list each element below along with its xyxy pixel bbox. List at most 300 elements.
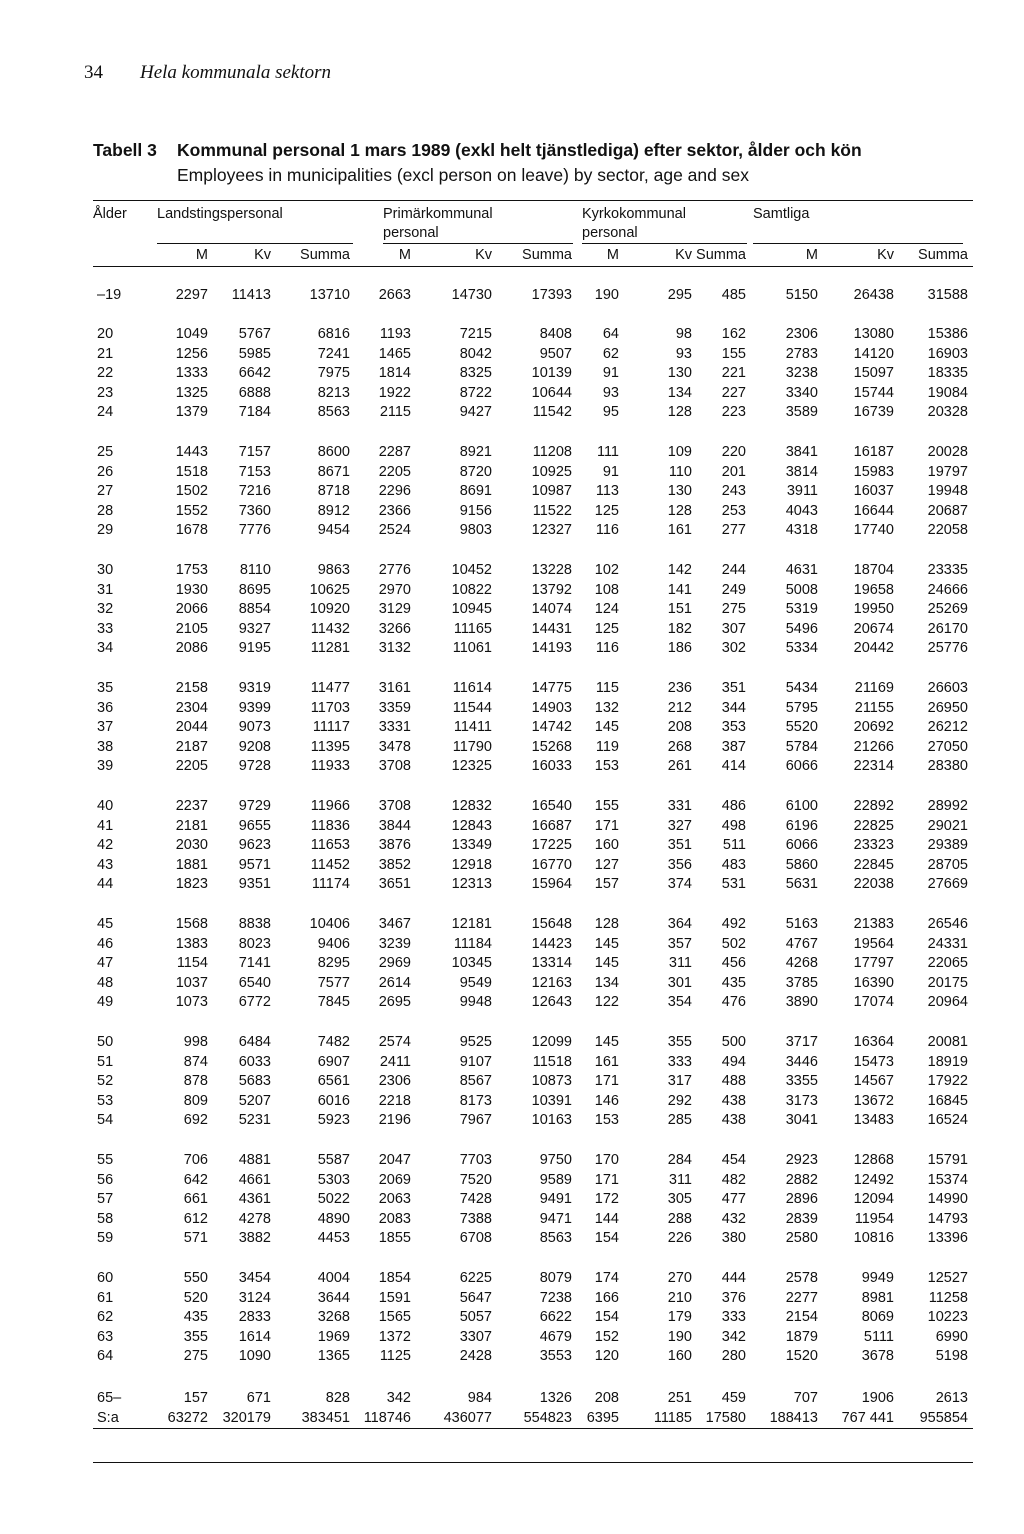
table-cell: 270 (667, 1270, 692, 1286)
table-cell: 285 (667, 1112, 692, 1129)
table-cell: 1518 (175, 463, 208, 480)
table-cell: 20964 (927, 994, 968, 1011)
table-cell: 22825 (853, 817, 894, 834)
table-cell: 155 (721, 345, 746, 362)
table-cell: 486 (721, 798, 746, 814)
age-label: 61 (97, 1289, 114, 1306)
table-label: Tabell 3 (93, 140, 157, 160)
table-cell: 14730 (451, 287, 492, 303)
table-cell: 188413 (769, 1409, 818, 1426)
table-cell: 10987 (531, 483, 572, 500)
table-cell: 11966 (310, 798, 350, 814)
table-cell: 3651 (378, 876, 411, 893)
table-cell: 152 (594, 1328, 619, 1345)
table-cell: 1037 (175, 974, 208, 991)
age-label: 29 (97, 522, 114, 539)
table-cell: 16540 (531, 798, 572, 814)
column-header: Summa (696, 247, 746, 263)
table-cell: 19797 (927, 463, 968, 480)
table-cell: 342 (386, 1390, 411, 1406)
table-cell: 11174 (311, 876, 350, 893)
table-cell: 280 (721, 1348, 746, 1365)
table-cell: 5334 (785, 640, 818, 657)
table-cell: 1906 (861, 1390, 894, 1406)
table-cell: 2783 (785, 345, 818, 362)
table-cell: 11544 (452, 699, 492, 716)
age-label: 20 (97, 326, 114, 342)
table-cell: 93 (675, 345, 692, 362)
table-cell: 162 (721, 326, 746, 342)
table-cell: 253 (721, 502, 746, 519)
table-cell: 8295 (317, 955, 350, 972)
table-cell: 3708 (378, 758, 411, 775)
table-cell: 212 (667, 699, 692, 716)
table-cell: 109 (667, 444, 692, 460)
table-cell: 3589 (785, 404, 818, 421)
table-cell: 1879 (785, 1328, 818, 1345)
table-cell: 20028 (927, 444, 968, 460)
table-cell: 9623 (238, 837, 271, 854)
table-cell: 4679 (539, 1328, 572, 1345)
table-cell: 12918 (451, 856, 492, 873)
table-cell: 13349 (451, 837, 492, 854)
age-label: 57 (97, 1191, 114, 1208)
table-cell: 16845 (927, 1092, 968, 1109)
table-cell: 8325 (459, 365, 492, 382)
table-cell: 21169 (854, 680, 894, 696)
table-cell: 311 (668, 1171, 692, 1188)
table-cell: 11281 (310, 640, 350, 657)
table-cell: 14793 (927, 1210, 968, 1227)
table-cell: 16364 (853, 1034, 894, 1050)
table-cell: 767 441 (841, 1409, 894, 1426)
table-cell: 3129 (378, 601, 411, 618)
table-cell: 141 (667, 581, 692, 598)
table-cell: 27050 (927, 738, 968, 755)
table-cell: 16187 (853, 444, 894, 460)
table-cell: 12832 (451, 798, 492, 814)
group-underline (157, 243, 353, 244)
table-cell: 144 (594, 1210, 619, 1227)
table-cell: 7215 (459, 326, 492, 342)
table-cell: 301 (667, 974, 692, 991)
table-cell: 9750 (539, 1152, 572, 1168)
table-cell: 154 (594, 1230, 619, 1247)
table-cell: 153 (594, 1112, 619, 1129)
age-label: 34 (97, 640, 114, 657)
table-cell: 108 (594, 581, 619, 598)
table-title-english: Employees in municipalities (excl person on leave) by sector, age and sex (177, 165, 749, 185)
table-cell: 17922 (927, 1073, 968, 1090)
table-cell: 6100 (785, 798, 818, 814)
table-cell: 1854 (378, 1270, 411, 1286)
table-cell: 3852 (378, 856, 411, 873)
table-cell: 5985 (238, 345, 271, 362)
table-cell: 9949 (861, 1270, 894, 1286)
table-cell: 1678 (175, 522, 208, 539)
table-cell: 236 (667, 680, 692, 696)
table-cell: 4767 (785, 935, 818, 952)
table-cell: 11790 (452, 738, 492, 755)
table-cell: 171 (594, 1171, 619, 1188)
table-cell: 9156 (459, 502, 492, 519)
table-cell: 8671 (317, 463, 350, 480)
table-cell: 11413 (231, 287, 271, 303)
table-cell: 2158 (175, 680, 208, 696)
table-cell: 1325 (175, 384, 208, 401)
table-cell: 1855 (378, 1230, 411, 1247)
table-cell: 249 (721, 581, 746, 598)
age-label: 39 (97, 758, 114, 775)
table-cell: 15983 (853, 463, 894, 480)
table-cell: 5150 (785, 287, 818, 303)
table-cell: 2069 (378, 1171, 411, 1188)
table-cell: 9107 (459, 1053, 492, 1070)
table-cell: 6907 (317, 1053, 350, 1070)
table-cell: 438 (721, 1112, 746, 1129)
table-cell: 1090 (238, 1348, 271, 1365)
table-cell: 20687 (927, 502, 968, 519)
table-cell: 2306 (378, 1073, 411, 1090)
age-label: 44 (97, 876, 114, 893)
age-label: 48 (97, 974, 114, 991)
table-cell: 182 (667, 620, 692, 637)
table-cell: 438 (721, 1092, 746, 1109)
table-cell: 6990 (935, 1328, 968, 1345)
table-cell: 2923 (785, 1152, 818, 1168)
table-cell: 11432 (310, 620, 350, 637)
table-cell: 161 (594, 1053, 619, 1070)
table-cell: 1326 (539, 1390, 572, 1406)
table-cell: 7975 (317, 365, 350, 382)
table-cell: 5795 (785, 699, 818, 716)
table-cell: 10644 (531, 384, 572, 401)
table-cell: 15374 (927, 1171, 968, 1188)
table-cell: 1333 (175, 365, 208, 382)
column-header: Summa (918, 247, 968, 263)
table-cell: 19658 (853, 581, 894, 598)
table-cell: 16037 (853, 483, 894, 500)
table-cell: 2030 (175, 837, 208, 854)
table-cell: 2366 (378, 502, 411, 519)
table-cell: 95 (602, 404, 619, 421)
table-cell: 2306 (785, 326, 818, 342)
table-cell: 380 (721, 1230, 746, 1247)
table-cell: 18335 (927, 365, 968, 382)
table-cell: 351 (667, 837, 692, 854)
header-bottom-rule (93, 266, 973, 267)
table-cell: 8079 (539, 1270, 572, 1286)
table-cell: 9589 (539, 1171, 572, 1188)
table-cell: 128 (667, 404, 692, 421)
age-label: 40 (97, 798, 114, 814)
age-label: 31 (97, 581, 114, 598)
table-cell: 120 (594, 1348, 619, 1365)
table-cell: 355 (667, 1034, 692, 1050)
table-cell: 6066 (785, 758, 818, 775)
table-cell: 284 (667, 1152, 692, 1168)
table-cell: 10920 (309, 601, 350, 618)
table-cell: 3340 (785, 384, 818, 401)
table-cell: 9351 (238, 876, 271, 893)
table-cell: 14074 (531, 601, 572, 618)
table-cell: 1372 (378, 1328, 411, 1345)
table-cell: 186 (667, 640, 692, 657)
table-cell: 154 (594, 1309, 619, 1326)
table-cell: 305 (667, 1191, 692, 1208)
column-header: M (805, 247, 818, 263)
table-cell: 15648 (531, 916, 572, 932)
table-cell: 1823 (175, 876, 208, 893)
table-cell: 10391 (531, 1092, 572, 1109)
table-cell: 29021 (927, 817, 968, 834)
table-cell: 145 (594, 719, 619, 736)
table-cell: 11258 (928, 1289, 968, 1306)
table-cell: 10345 (451, 955, 492, 972)
table-cell: 8854 (238, 601, 271, 618)
table-cell: 1383 (175, 935, 208, 952)
table-cell: 809 (183, 1092, 208, 1109)
table-cell: 62 (602, 345, 619, 362)
table-cell: 8408 (539, 326, 572, 342)
age-label: 36 (97, 699, 114, 716)
column-header: Summa (300, 247, 350, 263)
table-cell: 311 (668, 955, 692, 972)
table-cell: 8912 (317, 502, 350, 519)
table-cell: 477 (721, 1191, 746, 1208)
table-cell: 3644 (317, 1289, 350, 1306)
table-cell: 8921 (459, 444, 492, 460)
table-cell: 11954 (854, 1210, 894, 1227)
table-cell: 160 (594, 837, 619, 854)
table-cell: 25776 (927, 640, 968, 657)
table-cell: 26950 (927, 699, 968, 716)
age-label: 38 (97, 738, 114, 755)
table-cell: 10223 (927, 1309, 968, 1326)
table-cell: 14775 (531, 680, 572, 696)
table-cell: 17797 (853, 955, 894, 972)
table-cell: 8695 (238, 581, 271, 598)
table-cell: 2882 (785, 1171, 818, 1188)
table-cell: 327 (667, 817, 692, 834)
table-cell: 8722 (459, 384, 492, 401)
table-cell: 130 (667, 483, 692, 500)
table-cell: 5198 (935, 1348, 968, 1365)
table-cell: 1465 (378, 345, 411, 362)
table-cell: 26170 (927, 620, 968, 637)
table-cell: 125 (594, 620, 619, 637)
table-cell: 1753 (175, 562, 208, 578)
table-cell: 354 (667, 994, 692, 1011)
table-cell: 2839 (785, 1210, 818, 1227)
table-cell: 6772 (238, 994, 271, 1011)
table-cell: 612 (183, 1210, 208, 1227)
table-cell: 2083 (378, 1210, 411, 1227)
table-cell: 275 (183, 1348, 208, 1365)
table-cell: 9471 (539, 1210, 572, 1227)
table-cell: 208 (667, 719, 692, 736)
table-top-rule (93, 200, 973, 201)
table-cell: 4881 (238, 1152, 271, 1168)
age-label: 43 (97, 856, 114, 873)
table-cell: 494 (721, 1053, 746, 1070)
table-cell: 20081 (927, 1034, 968, 1050)
table-cell: 7360 (238, 502, 271, 519)
table-cell: 3911 (786, 483, 818, 500)
table-cell: 115 (595, 680, 619, 696)
table-cell: 7184 (238, 404, 271, 421)
table-cell: 16687 (531, 817, 572, 834)
table-cell: 2296 (378, 483, 411, 500)
table-cell: 9549 (459, 974, 492, 991)
table-cell: 9073 (238, 719, 271, 736)
table-cell: 2524 (378, 522, 411, 539)
table-cell: 10163 (531, 1112, 572, 1129)
table-cell: 3785 (785, 974, 818, 991)
table-cell: 456 (721, 955, 746, 972)
table-cell: 2411 (379, 1053, 411, 1070)
table-cell: 134 (594, 974, 619, 991)
table-cell: 2969 (378, 955, 411, 972)
table-cell: 15097 (853, 365, 894, 382)
table-cell: 11518 (532, 1053, 572, 1070)
table-cell: 17074 (853, 994, 894, 1011)
table-bottom-rule (93, 1462, 973, 1463)
table-cell: 3446 (785, 1053, 818, 1070)
age-label: 25 (97, 444, 114, 460)
table-cell: 13710 (309, 287, 350, 303)
table-cell: 6196 (785, 817, 818, 834)
table-cell: 12492 (853, 1171, 894, 1188)
table-cell: 554823 (523, 1409, 572, 1426)
age-label: 42 (97, 837, 114, 854)
table-cell: 10873 (531, 1073, 572, 1090)
table-cell: 1565 (378, 1309, 411, 1326)
table-cell: 4631 (785, 562, 818, 578)
table-cell: 14193 (531, 640, 572, 657)
table-cell: 208 (594, 1390, 619, 1406)
table-cell: 9525 (459, 1034, 492, 1050)
table-cell: 223 (721, 404, 746, 421)
table-cell: 11395 (310, 738, 350, 755)
table-cell: 3331 (378, 719, 411, 736)
age-label: 52 (97, 1073, 114, 1090)
table-cell: 7388 (459, 1210, 492, 1227)
table-cell: 5319 (785, 601, 818, 618)
table-cell: 26603 (927, 680, 968, 696)
table-cell: 64 (602, 326, 619, 342)
table-cell: 16770 (531, 856, 572, 873)
table-cell: 984 (467, 1390, 492, 1406)
table-cell: 1591 (378, 1289, 411, 1306)
age-label: 58 (97, 1210, 114, 1227)
table-cell: 5647 (459, 1289, 492, 1306)
table-cell: 1881 (175, 856, 208, 873)
table-cell: 2086 (175, 640, 208, 657)
table-cell: 14990 (927, 1191, 968, 1208)
table-cell: 221 (721, 365, 746, 382)
age-label: S:a (97, 1409, 119, 1426)
table-cell: 7520 (459, 1171, 492, 1188)
table-cell: 1365 (317, 1348, 350, 1365)
table-cell: 17740 (853, 522, 894, 539)
table-cell: 6066 (785, 837, 818, 854)
table-cell: 3268 (317, 1309, 350, 1326)
table-cell: 170 (594, 1152, 619, 1168)
table-cell: 2196 (378, 1112, 411, 1129)
table-cell: 12868 (853, 1152, 894, 1168)
table-cell: 142 (667, 562, 692, 578)
table-cell: 10452 (451, 562, 492, 578)
table-cell: 387 (721, 738, 746, 755)
table-cell: 22892 (853, 798, 894, 814)
table-cell: 12527 (927, 1270, 968, 1286)
table-cell: 15744 (853, 384, 894, 401)
age-label: 62 (97, 1309, 114, 1326)
table-cell: 179 (667, 1309, 692, 1326)
table-cell: 10925 (531, 463, 572, 480)
table-cell: 2287 (378, 444, 411, 460)
table-cell: 2896 (785, 1191, 818, 1208)
table-cell: 7241 (317, 345, 350, 362)
column-header: Kv (877, 247, 894, 263)
table-cell: 9319 (238, 680, 271, 696)
table-cell: 1930 (175, 581, 208, 598)
table-cell: 8600 (317, 444, 350, 460)
table-cell: 5631 (785, 876, 818, 893)
table-cell: 8213 (317, 384, 350, 401)
table-cell: 3553 (539, 1348, 572, 1365)
table-cell: 14567 (853, 1073, 894, 1090)
table-cell: 93 (602, 384, 619, 401)
table-cell: 288 (667, 1210, 692, 1227)
table-cell: 20175 (927, 974, 968, 991)
table-cell: 16644 (853, 502, 894, 519)
table-cell: 5587 (317, 1152, 350, 1168)
group-underline (753, 243, 963, 244)
table-cell: 8110 (239, 562, 271, 578)
table-cell: 1193 (379, 326, 411, 342)
table-cell: 5303 (317, 1171, 350, 1188)
table-cell: 7703 (459, 1152, 492, 1168)
table-cell: 357 (667, 935, 692, 952)
table-cell: 1568 (175, 916, 208, 932)
table-cell: 20692 (853, 719, 894, 736)
age-label: 21 (97, 345, 114, 362)
table-cell: 9195 (238, 640, 271, 657)
table-cell: 13228 (531, 562, 572, 578)
table-cell: 5767 (238, 326, 271, 342)
table-cell: 172 (594, 1191, 619, 1208)
table-cell: 6708 (459, 1230, 492, 1247)
table-cell: 2181 (175, 817, 208, 834)
table-cell: 317 (667, 1073, 692, 1090)
table-cell: 1073 (175, 994, 208, 1011)
table-cell: 20442 (853, 640, 894, 657)
table-cell: 9454 (317, 522, 350, 539)
table-cell: 15386 (927, 326, 968, 342)
table-cell: 227 (721, 384, 746, 401)
age-label: 24 (97, 404, 114, 421)
column-header: Kv (475, 247, 492, 263)
table-cell: 11477 (310, 680, 350, 696)
table-cell: 20328 (927, 404, 968, 421)
table-cell: 12325 (451, 758, 492, 775)
table-cell: 19948 (927, 483, 968, 500)
table-cell: 102 (594, 562, 619, 578)
age-label: 32 (97, 601, 114, 618)
table-cell: 1552 (175, 502, 208, 519)
